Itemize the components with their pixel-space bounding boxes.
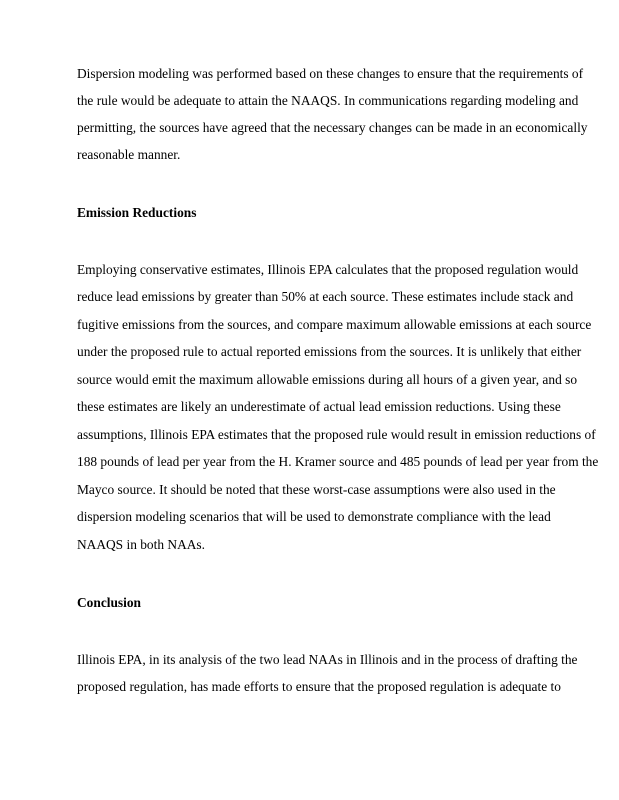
heading-emission-reductions: Emission Reductions bbox=[77, 205, 197, 220]
text-line: fugitive emissions from the sources, and compare maximum allowable emissions at each source bbox=[77, 317, 592, 332]
text-line: NAAQS in both NAAs. bbox=[77, 537, 205, 552]
text-line: source would emit the maximum allowable emissions during all hours of a given year, and so bbox=[77, 372, 578, 387]
text-line: dispersion modeling scenarios that will be used to demonstrate compliance with the lead bbox=[77, 509, 551, 524]
text-line: Illinois EPA, in its analysis of the two lead NAAs in Illinois and in the process of drafting the bbox=[77, 652, 578, 667]
text-line: permitting, the sources have agreed that the necessary changes can be made in an economically bbox=[77, 120, 588, 135]
text-line: the rule would be adequate to attain the NAAQS. In communications regarding modeling and bbox=[77, 93, 579, 108]
text-line: reduce lead emissions by greater than 50% at each source. These estimates include stack and bbox=[77, 289, 574, 304]
text-line: Employing conservative estimates, Illinois EPA calculates that the proposed regulation would bbox=[77, 262, 579, 277]
text-line: Dispersion modeling was performed based on these changes to ensure that the requirements of bbox=[77, 66, 584, 81]
text-line: assumptions, Illinois EPA estimates that the proposed rule would result in emission reductions of bbox=[77, 427, 596, 442]
text-line: proposed regulation, has made efforts to ensure that the proposed regulation is adequate to bbox=[77, 679, 561, 694]
heading-conclusion: Conclusion bbox=[77, 595, 141, 610]
text-line: reasonable manner. bbox=[77, 147, 181, 162]
text-line: under the proposed rule to actual reported emissions from the sources. It is unlikely that either bbox=[77, 344, 582, 359]
text-line: 188 pounds of lead per year from the H. Kramer source and 485 pounds of lead per year from the bbox=[77, 454, 599, 469]
text-line: Mayco source. It should be noted that these worst-case assumptions were also used in the bbox=[77, 482, 556, 497]
text-line: these estimates are likely an underestimate of actual lead emission reductions. Using these bbox=[77, 399, 561, 414]
